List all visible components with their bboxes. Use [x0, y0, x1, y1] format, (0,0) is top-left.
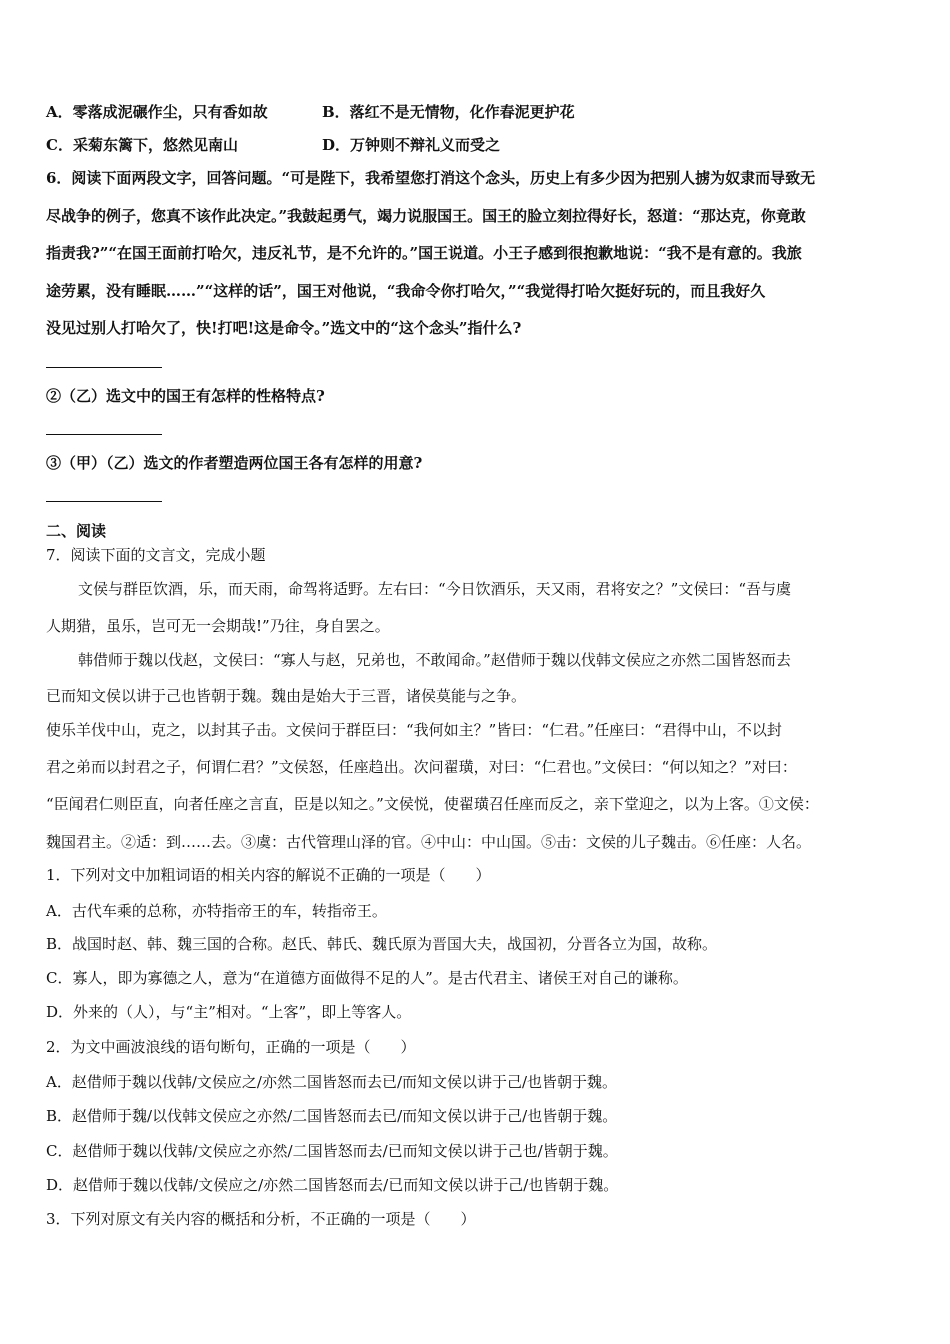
q1-option-b: B．战国时赵、韩、魏三国的合称。赵氏、韩氏、魏氏原为晋国大夫，战国初，分晋各立为国，故称。 — [46, 935, 718, 953]
answer-blank-3[interactable] — [46, 501, 162, 502]
q6-line-5: 没见过别人打哈欠了，快!打吧!这是命令。”选文中的“这个念头”指什么? — [46, 319, 522, 337]
q2-option-c: C．赵借师于魏以伐韩/文侯应之亦然/二国皆怒而去/已而知文侯以讲于己也/皆朝于魏。 — [46, 1142, 618, 1160]
passage-line-3: 韩借师于魏以伐赵，文侯曰：“寡人与赵，兄弟也，不敢闻命。”赵借师于魏以伐韩文侯应之亦然二国皆怒而去 — [78, 651, 791, 669]
q2-option-d: D．赵借师于魏以伐韩/文侯应之/亦然二国皆怒而去/已而知文侯以讲于己/也皆朝于魏。 — [46, 1176, 619, 1194]
passage-line-1: 文侯与群臣饮酒，乐，而天雨，命驾将适野。左右曰：“今日饮酒乐，天又雨，君将安之？”文侯曰：“吾与虞 — [78, 580, 792, 598]
q5-options-row-2 — [0, 135, 950, 155]
q5-options-row-1 — [0, 102, 950, 122]
answer-blank-1[interactable] — [46, 367, 162, 368]
q6-sub-3: ③（甲）（乙）选文的作者塑造两位国王各有怎样的用意? — [46, 454, 423, 472]
q6-line-3: 指责我?”“在国王面前打哈欠，违反礼节，是不允许的。”国王说道。小王子感到很抱歉地说：“我不是有意的。我旅 — [46, 244, 802, 262]
q2-stem: 2．为文中画波浪线的语句断句，正确的一项是（ ） — [46, 1038, 416, 1056]
passage-line-8: 魏国君主。②适：到……去。③虞：古代管理山泽的官。④中山：中山国。⑤击：文侯的儿子魏击。⑥任座：人名。 — [46, 833, 812, 851]
option-a: A．零落成泥碾作尘，只有香如故 — [46, 103, 268, 121]
option-d: D．万钟则不辩礼义而受之 — [322, 136, 501, 154]
q6-sub-2: ②（乙）选文中的国王有怎样的性格特点? — [46, 387, 325, 405]
q1-option-a: A．古代车乘的总称，亦特指帝王的车，转指帝王。 — [46, 902, 387, 920]
passage-line-4: 已而知文侯以讲于己也皆朝于魏。魏由是始大于三晋，诸侯莫能与之争。 — [46, 687, 527, 705]
section-heading: 二、阅读 — [46, 522, 107, 540]
passage-line-5: 使乐羊伐中山，克之，以封其子击。文侯问于群臣曰：“我何如主？”皆曰：“仁君。”任座曰：“君得中山，不以封 — [46, 721, 782, 739]
q2-option-a: A．赵借师于魏以伐韩/文侯应之/亦然二国皆怒而去已/而知文侯以讲于己/也皆朝于魏。 — [46, 1073, 618, 1091]
passage-line-2: 人期猎，虽乐，岂可无一会期哉!”乃往，身自罢之。 — [46, 617, 390, 635]
option-b: B．落红不是无情物，化作春泥更护花 — [322, 103, 575, 121]
option-c: C．采菊东篱下，悠然见南山 — [46, 136, 238, 154]
q7-intro: 7．阅读下面的文言文，完成小题 — [46, 546, 266, 564]
q3-stem: 3．下列对原文有关内容的概括和分析，不正确的一项是（ ） — [46, 1210, 476, 1228]
passage-line-7: “臣闻君仁则臣直，向者任座之言直，臣是以知之。”文侯悦，使翟璜召任座而反之，亲下堂迎之，以为上客。①文侯： — [46, 795, 819, 813]
q1-option-d: D．外来的（人），与“主”相对。“上客”，即上等客人。 — [46, 1003, 412, 1021]
q1-stem: 1．下列对文中加粗词语的相关内容的解说不正确的一项是（ ） — [46, 866, 491, 884]
q6-line-4: 途劳累，没有睡眠……”“这样的话”，国王对他说，“我命令你打哈欠，”“我觉得打哈欠挺好玩的，而且我好久 — [46, 282, 766, 300]
passage-line-6: 君之弟而以封君之子，何谓仁君？”文侯怒，任座趋出。次问翟璜，对曰：“仁君也。”文侯曰：“何以知之？”对曰： — [46, 758, 797, 776]
answer-blank-2[interactable] — [46, 434, 162, 435]
q2-option-b: B．赵借师于魏/以伐韩文侯应之亦然/二国皆怒而去已/而知文侯以讲于己/也皆朝于魏。 — [46, 1107, 618, 1125]
q1-option-c: C．寡人，即为寡德之人，意为“在道德方面做得不足的人”。是古代君主、诸侯王对自己的谦称。 — [46, 969, 688, 987]
q6-line-2: 尽战争的例子，您真不该作此决定。”我鼓起勇气，竭力说服国王。国王的脸立刻拉得好长，怒道：“那达克，你竟敢 — [46, 207, 806, 225]
q6-line-1: 6．阅读下面两段文字，回答问题。“可是陛下，我希望您打消这个念头，历史上有多少因为把别人掳为奴隶而导致无 — [46, 169, 816, 187]
